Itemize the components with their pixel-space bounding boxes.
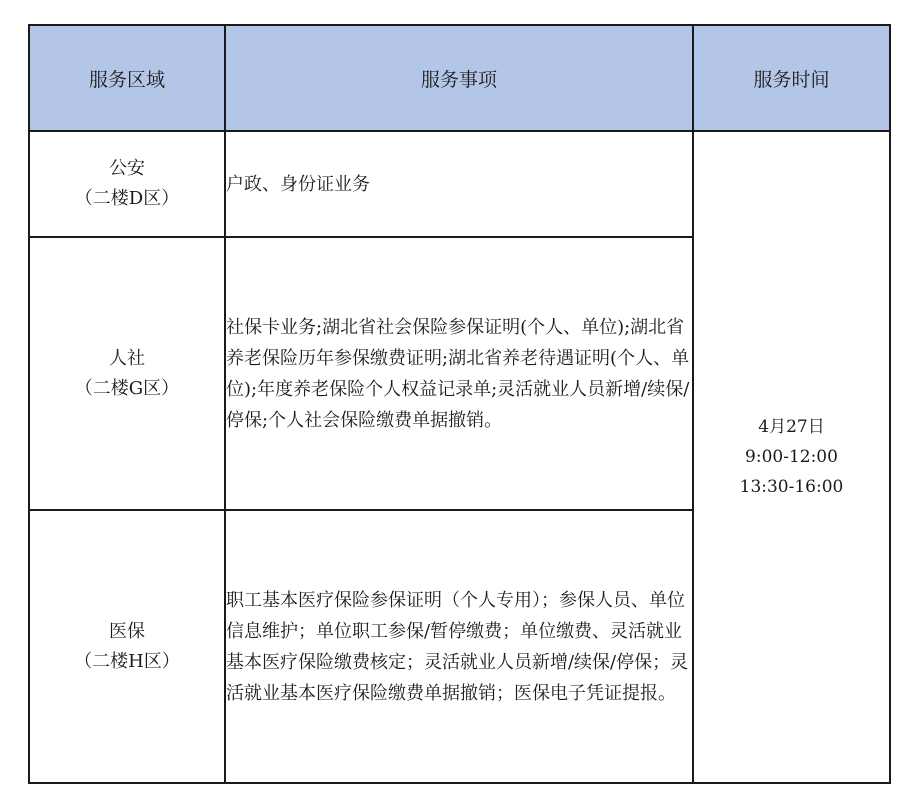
area-cell-police (29, 131, 225, 237)
service-schedule-table (28, 24, 891, 784)
area-location: （二楼D区） (74, 188, 180, 209)
area-name: 人社 (109, 347, 145, 369)
service-time-cell (693, 131, 890, 783)
area-name: 医保 (109, 620, 145, 642)
area-cell-social-security (29, 237, 225, 510)
table-row (29, 131, 890, 237)
items-cell-medical-insurance: 职工基本医疗保险参保证明（个人专用）；参保人员、单位信息维护；单位职工参保/暂停缴费；单位缴费、灵活就业基本医疗保险缴费核定；灵活就业人员新增/续保/停保；灵活就业基本医疗保险缴费单据撤销；医保电子凭证提报。 (225, 510, 693, 783)
service-time-afternoon: 13:30-16:00 (739, 477, 844, 497)
area-location: （二楼G区） (74, 377, 180, 399)
area-cell-medical-insurance (29, 510, 225, 783)
header-service-items: 服务事项 (225, 25, 693, 131)
area-location: （二楼H区） (74, 650, 180, 672)
items-cell-social-security: 社保卡业务;湖北省社会保险参保证明(个人、单位);湖北省养老保险历年参保缴费证明;湖北省养老待遇证明(个人、单位);年度养老保险个人权益记录单;灵活就业人员新增/续保/停保;个人社会保险缴费单据撤销。 (225, 237, 693, 510)
header-row (29, 25, 890, 131)
area-name: 公安 (109, 158, 145, 179)
header-service-time: 服务时间 (693, 25, 890, 131)
service-time-morning: 9:00-12:00 (745, 447, 838, 467)
service-date: 4月27日 (758, 417, 825, 437)
header-service-area: 服务区域 (29, 25, 225, 131)
items-cell-police: 户政、身份证业务 (225, 131, 693, 237)
